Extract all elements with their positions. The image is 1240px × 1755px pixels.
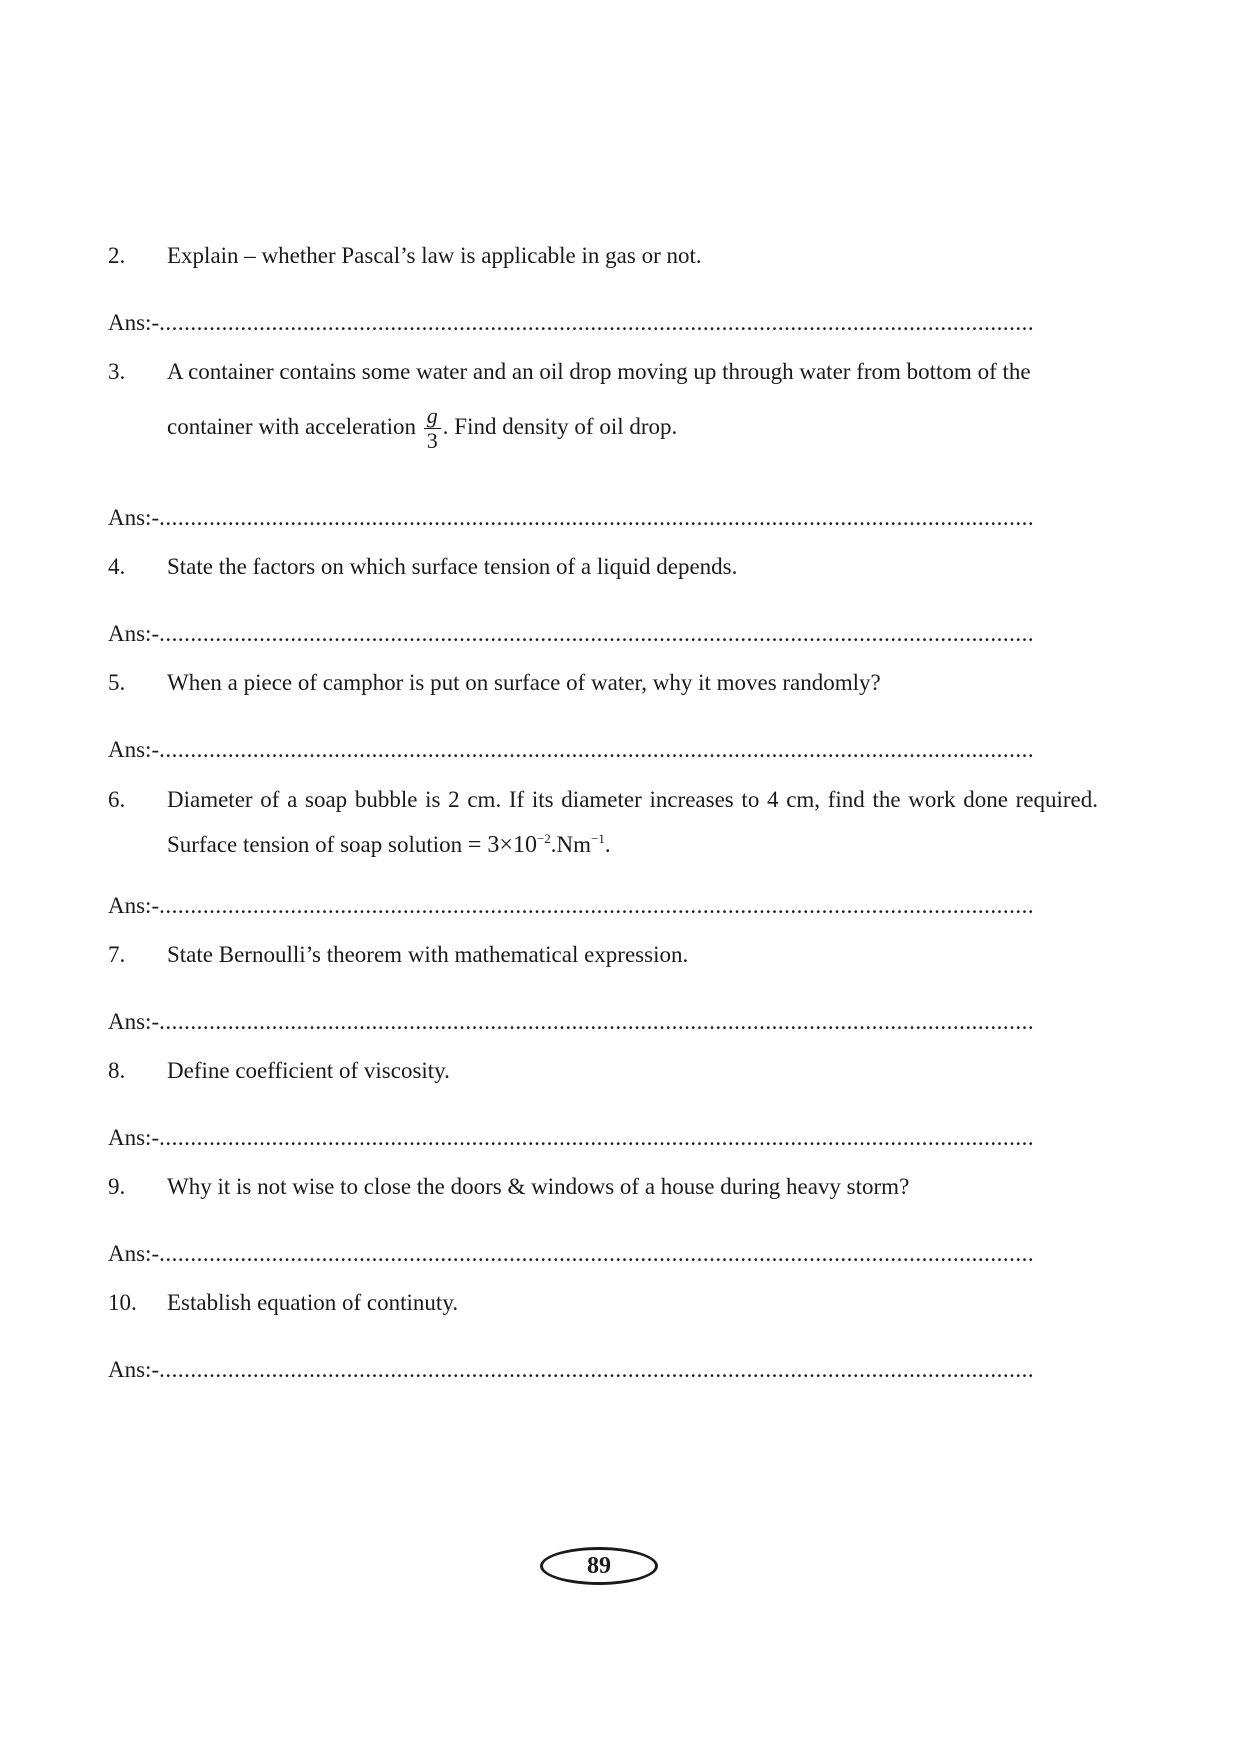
question-number: 9. (108, 1174, 126, 1199)
question-number: 2. (108, 243, 126, 268)
answer-label: Ans:- (108, 621, 160, 646)
question-number: 5. (108, 670, 126, 695)
question-text: When a piece of camphor is put on surface of water, why it moves randomly? (167, 670, 881, 695)
answer-label: Ans:- (108, 737, 160, 762)
answer-line-7[interactable] (108, 1007, 1035, 1037)
question-number: 6. (108, 787, 126, 812)
answer-line-3[interactable] (108, 503, 1035, 533)
question-text: Define coefficient of viscosity. (167, 1058, 450, 1083)
question-text: Establish equation of continuty. (167, 1290, 459, 1315)
question-text: . Find density of oil drop. (442, 413, 678, 439)
answer-label: Ans:- (108, 1009, 160, 1034)
question-number: 8. (108, 1058, 126, 1083)
fraction-denominator: 3 (426, 428, 438, 453)
answer-dots: ............................................................................................................................................ (159, 1125, 1035, 1150)
math-expression: = $3\times 10^{-2}.Nm^{-1}$. (467, 831, 611, 858)
answer-line-2[interactable] (108, 308, 1035, 338)
answer-label: Ans:- (108, 505, 160, 530)
answer-label: Ans:- (108, 1125, 160, 1150)
page-number: 89 (540, 1547, 658, 1585)
question-text: Diameter of a soap bubble is 2 cm. If its diameter increases to 4 cm, find the work done required. Surface tension of soap solution (167, 787, 1098, 857)
answer-line-10[interactable] (108, 1355, 1035, 1385)
question-text: container with acceleration (167, 413, 417, 439)
answer-dots: ............................................................................................................................................ (159, 1241, 1035, 1266)
question-number: 4. (108, 554, 126, 579)
answer-dots: ............................................................................................................................................ (159, 310, 1035, 335)
answer-dots: ............................................................................................................................................ (159, 505, 1035, 530)
question-number: 7. (108, 942, 126, 967)
answer-label: Ans:- (108, 310, 160, 335)
question-text: Explain – whether Pascal’s law is applicable in gas or not. (167, 243, 702, 268)
question-number: 10. (108, 1290, 137, 1315)
answer-line-5[interactable] (108, 735, 1035, 765)
answer-dots: ............................................................................................................................................ (159, 737, 1035, 762)
answer-line-9[interactable] (108, 1239, 1035, 1269)
question-text: State the factors on which surface tension of a liquid depends. (167, 554, 738, 579)
answer-line-4[interactable] (108, 619, 1035, 649)
fraction-numerator: g (424, 404, 441, 429)
question-text: Why it is not wise to close the doors & windows of a house during heavy storm? (167, 1174, 910, 1199)
question-number: 3. (108, 359, 126, 384)
answer-label: Ans:- (108, 1241, 160, 1266)
fraction (424, 404, 441, 453)
answer-dots: ............................................................................................................................................ (159, 621, 1035, 646)
question-text: A container contains some water and an oil drop moving up through water from bottom of the (167, 359, 1031, 384)
answer-dots: ............................................................................................................................................ (159, 1357, 1035, 1382)
answer-line-8[interactable] (108, 1123, 1035, 1153)
answer-label: Ans:- (108, 893, 160, 918)
answer-dots: ............................................................................................................................................ (159, 1009, 1035, 1034)
question-text: State Bernoulli’s theorem with mathematical expression. (167, 942, 689, 967)
answer-label: Ans:- (108, 1357, 160, 1382)
answer-dots: ............................................................................................................................................ (159, 893, 1035, 918)
answer-line-6[interactable] (108, 891, 1035, 921)
